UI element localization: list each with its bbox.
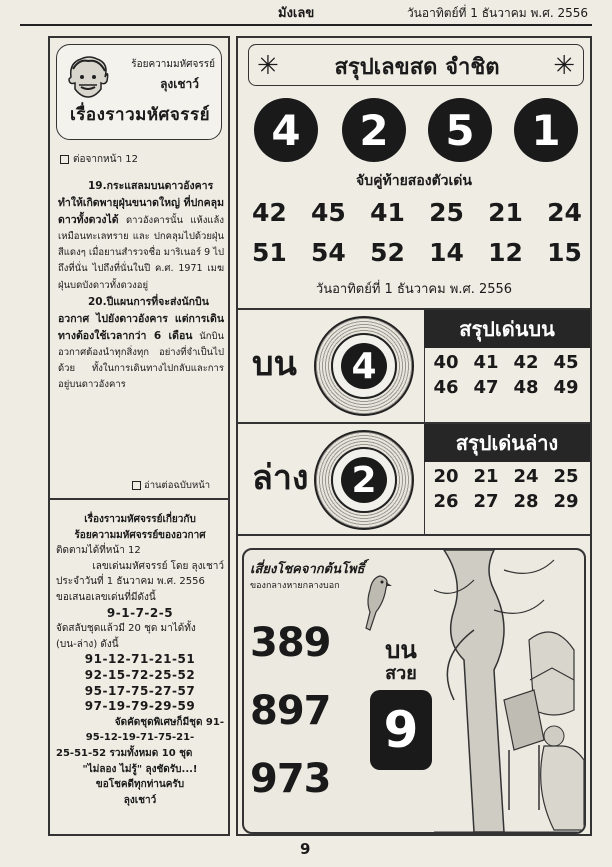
pair-number: 15	[547, 238, 582, 267]
sun-icon: ✳	[257, 51, 279, 81]
target-inner	[331, 447, 397, 513]
portrait-icon	[65, 55, 111, 99]
upper-number: 47	[473, 377, 499, 398]
upper-number: 49	[553, 377, 579, 398]
article-text: ดาวอังคารนั้น แห้งแล้งเหมือนทะเลทราย และ ปกคลุมไปด้วยฝุ่นสีแดงๆ เมื่อยานสำรวจชื่อ มาริเนอร์ 9 ไปถึงที่นั่น ไปถึงที่นั่นในปี ค.ศ. 1971 เมฆฝุ่นบดบังดาวทั้งดวงอยู่	[58, 215, 224, 291]
upper-label: บน	[252, 344, 297, 384]
article-text: นักบินอวกาศต้องนำทุกสิ่งทุก อย่างที่จำเป็นไปด้วย ทั้งในการเดินทางไปกลับและการ อยู่บนดาวอังคาร	[58, 330, 224, 391]
upper-number: 40	[433, 352, 459, 373]
pairs-row	[252, 198, 582, 227]
slogan: "ไม่ลอง ไม่รู้" ลุงชัดรับ...!	[82, 763, 198, 775]
pair-number: 52	[370, 238, 405, 267]
continue-label: อ่านต่อฉบับหน้า	[144, 480, 211, 491]
article-heading: 19.กระแสลมบนดาวอังคาร ทำให้เกิดพายุฝุ่นขนาดใหญ่ ที่ปกคลุมดาวทั้งดวงได้	[58, 180, 224, 227]
upper-digit: 4	[341, 343, 387, 389]
upper-summary	[238, 308, 590, 420]
continued-from	[60, 152, 138, 167]
checkbox-icon	[132, 481, 141, 490]
fortune-title: เสี่ยงโชคจากต้นโพธิ์	[250, 562, 365, 577]
upper-heading: สรุปเด่นบน	[424, 310, 590, 348]
lower-number: 24	[513, 466, 539, 487]
article-paragraph	[58, 294, 224, 394]
fortune-digit: 9	[370, 690, 432, 770]
digit-ball: 2	[342, 98, 406, 162]
pair-number: 41	[370, 198, 405, 227]
article-section	[50, 38, 228, 500]
lower-number: 20	[433, 466, 459, 487]
author-line: เลขเด่นมหัศจรรย์ โดย ลุงเชาว์	[92, 560, 224, 572]
lower-summary	[238, 422, 590, 536]
fortune-number: 389	[250, 620, 331, 666]
pair-number: 51	[252, 238, 287, 267]
lower-number: 21	[473, 466, 499, 487]
lower-number: 26	[433, 491, 459, 512]
article-paragraph	[58, 178, 224, 294]
article-body	[58, 178, 224, 393]
pair-number: 21	[488, 198, 523, 227]
digit-ball: 1	[514, 98, 578, 162]
key-digits	[250, 96, 584, 164]
fortune-subtitle: ของกลางหายกลางบอก	[250, 581, 340, 591]
pairs-row	[252, 238, 582, 267]
target-inner	[331, 333, 397, 399]
lucky-numbers-section	[56, 512, 224, 808]
target-badge	[314, 316, 414, 416]
sun-icon: ✳	[553, 51, 575, 81]
article-heading: 20.ปีแผนการที่จะส่งนักบินอวกาศ ไปยังดาวอังคาร แต่การเดินทางต้องใช้เวลากว่า 6 เดือน	[58, 295, 224, 342]
fortune-number: 897	[250, 688, 331, 734]
logo-column-name: เรื่องราวมหัศจรรย์	[69, 105, 211, 125]
logo-name: ลุงเชาว์	[160, 77, 199, 91]
number-set: 97-19-79-29-59	[84, 699, 196, 714]
promo-line: เรื่องราวมหัศจรรย์เกี่ยวกับ	[84, 514, 196, 525]
column-logo-box	[56, 44, 222, 140]
signature: ลุงเชาว์	[123, 794, 157, 806]
lower-heading: สรุปเด่นล่าง	[424, 424, 590, 462]
upper-number: 46	[433, 377, 459, 398]
special-set-line: 25-51-52 รวมทั้งหมด 10 ชุด	[56, 747, 193, 759]
pairs-title: จับคู่ท้ายสองตัวเด่น	[356, 173, 472, 189]
lower-number: 25	[553, 466, 579, 487]
number-set: 92-15-72-25-52	[84, 667, 196, 682]
summary-header	[248, 44, 584, 86]
lower-label: ล่าง	[252, 458, 309, 498]
beautiful-label: สวย	[385, 663, 417, 684]
pair-number: 12	[488, 238, 523, 267]
pair-number: 14	[429, 238, 464, 267]
lucky-digits: 9-1-7-2-5	[106, 605, 174, 620]
continued-label: ต่อจากหน้า 12	[73, 154, 138, 165]
lower-digit: 2	[341, 457, 387, 503]
upper-number: 41	[473, 352, 499, 373]
target-badge	[314, 430, 414, 530]
bodhi-tree-shrine-illustration	[434, 550, 584, 832]
pair-number: 42	[252, 198, 287, 227]
special-set-line: 95-12-19-71-75-21-	[85, 732, 195, 744]
sets-intro-line: จัดสลับชุดแล้วมี 20 ชุด มาได้ทั้ง	[56, 623, 196, 635]
pair-number: 24	[547, 198, 582, 227]
continue-next-issue	[132, 478, 210, 493]
digit-ball: 5	[428, 98, 492, 162]
pair-number: 54	[311, 238, 346, 267]
upper-label: บน	[385, 636, 417, 664]
digit-ball: 4	[254, 98, 318, 162]
header-date: วันอาทิตย์ที่ 1 ธันวาคม พ.ศ. 2556	[406, 6, 588, 20]
left-column	[48, 36, 230, 836]
lower-number: 29	[553, 491, 579, 512]
upper-number: 42	[513, 352, 539, 373]
right-column	[236, 36, 592, 836]
newspaper-title: มังเลข	[278, 6, 315, 21]
summary-date: วันอาทิตย์ที่ 1 ธันวาคม พ.ศ. 2556	[315, 282, 513, 297]
lower-number: 28	[513, 491, 539, 512]
fortune-box	[242, 548, 586, 834]
number-set: 95-17-75-27-57	[84, 683, 196, 698]
sets-intro-line: (บน-ล่าง) ดังนี้	[56, 638, 119, 650]
checkbox-icon	[60, 155, 69, 164]
lower-numbers	[426, 466, 586, 512]
special-set-line: จัดคัดชุดพิเศษก็มีชุด 91-	[114, 716, 224, 728]
parrot-icon	[356, 572, 396, 632]
promo-line: ติดตามได้ที่หน้า 12	[56, 545, 141, 557]
summary-title: สรุปเลขสด จำชิต	[334, 55, 500, 80]
header-rule	[20, 24, 592, 26]
upper-numbers	[426, 352, 586, 398]
upper-number: 48	[513, 377, 539, 398]
fortune-number: 973	[250, 756, 331, 802]
logo-tagline: ร้อยความมหัศจรรย์	[131, 59, 215, 70]
page-number: 9	[300, 840, 311, 858]
pair-number: 45	[311, 198, 346, 227]
upper-number: 45	[553, 352, 579, 373]
date-line: ประจำวันที่ 1 ธันวาคม พ.ศ. 2556	[56, 576, 205, 588]
promo-line: ร้อยความมหัศจรรย์ของอวกาศ	[74, 529, 206, 541]
good-luck-line: ขอโชคดีทุกท่านครับ	[95, 779, 185, 791]
number-set: 91-12-71-21-51	[84, 652, 196, 667]
pair-number: 25	[429, 198, 464, 227]
lower-number: 27	[473, 491, 499, 512]
intro-line: ขอเสนอเลขเด่นที่มีดังนี้	[56, 591, 156, 603]
